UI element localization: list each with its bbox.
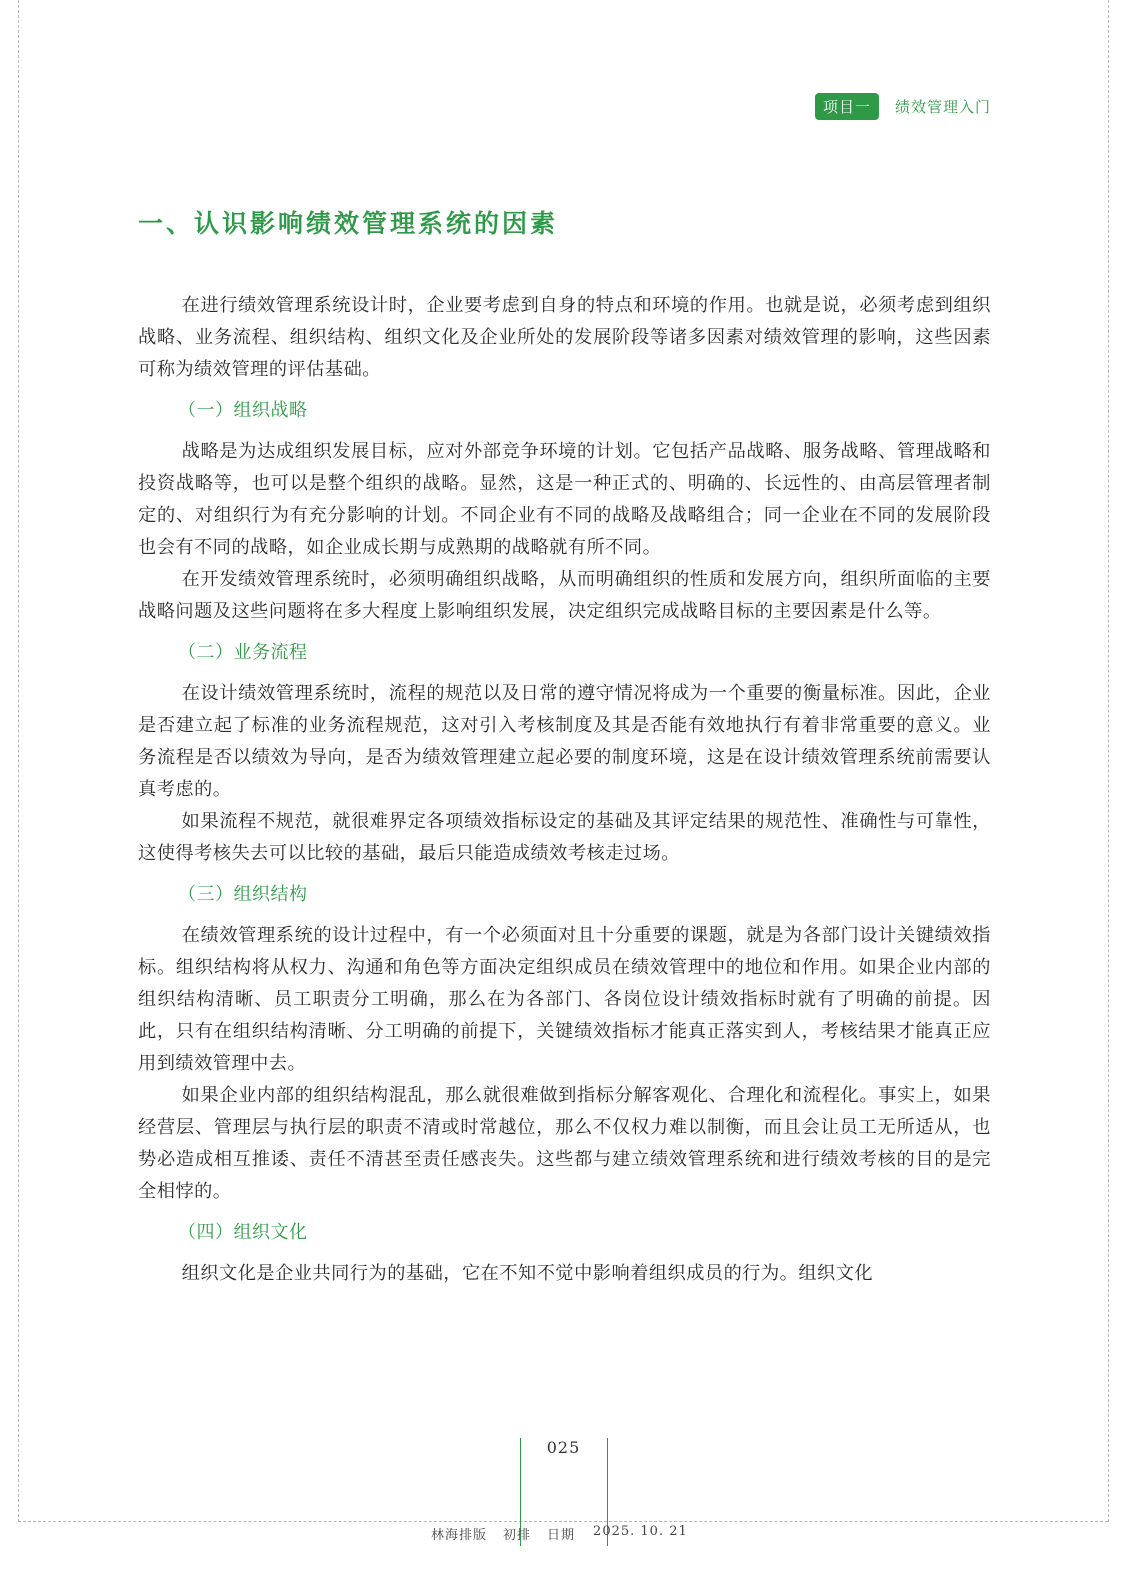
page-border-right	[1108, 0, 1109, 1522]
running-header	[815, 93, 991, 120]
print-footer	[431, 1524, 688, 1543]
paragraph: 在设计绩效管理系统时，流程的规范以及日常的遵守情况将成为一个重要的衡量标准。因此，企业是否建立起了标准的业务流程规范，这对引入考核制度及其是否能有效地执行有着非常重要的意义。业务流程是否以绩效为导向，是否为绩效管理建立起必要的制度环境，这是在设计绩效管理系统前需要认真考虑的。	[138, 683, 991, 800]
project-badge: 项目一	[815, 93, 879, 120]
page-number: 025	[546, 1438, 581, 1457]
footer-date: 2025. 10. 21	[593, 1524, 688, 1539]
body-text	[138, 290, 991, 1290]
paragraph: 在开发绩效管理系统时，必须明确组织战略，从而明确组织的性质和发展方向，组织所面临的主要战略问题及这些问题将在多大程度上影响组织发展，决定组织完成战略目标的主要因素是什么等。	[138, 569, 991, 622]
section-title: 一、认识影响绩效管理系统的因素	[138, 209, 559, 238]
subsection-heading-structure: （三）组织结构	[178, 884, 308, 905]
footer-date-label: 日期	[547, 1528, 576, 1543]
intro-paragraph: 在进行绩效管理系统设计时，企业要考虑到自身的特点和环境的作用。也就是说，必须考虑到组织战略、业务流程、组织结构、组织文化及企业所处的发展阶段等诸多因素对绩效管理的影响，这些因素可称为绩效管理的评估基础。	[138, 295, 991, 380]
paragraph: 战略是为达成组织发展目标，应对外部竞争环境的计划。它包括产品战略、服务战略、管理战略和投资战略等，也可以是整个组织的战略。显然，这是一种正式的、明确的、长远性的、由高层管理者制定的、对组织行为有充分影响的计划。不同企业有不同的战略及战略组合；同一企业在不同的发展阶段也会有不同的战略，如企业成长期与成熟期的战略就有所不同。	[138, 441, 991, 558]
subsection-heading-strategy: （一）组织战略	[178, 400, 308, 421]
subsection-heading-process: （二）业务流程	[178, 642, 308, 663]
project-title: 绩效管理入门	[894, 98, 991, 116]
paragraph: 组织文化是企业共同行为的基础，它在不知不觉中影响着组织成员的行为。组织文化	[181, 1263, 874, 1284]
subsection-heading-culture: （四）组织文化	[178, 1222, 308, 1243]
paragraph: 如果流程不规范，就很难界定各项绩效指标设定的基础及其评定结果的规范性、准确性与可靠性，这使得考核失去可以比较的基础，最后只能造成绩效考核走过场。	[138, 811, 991, 864]
footer-typesetter: 林海排版	[431, 1528, 488, 1543]
paragraph: 在绩效管理系统的设计过程中，有一个必须面对且十分重要的课题，就是为各部门设计关键绩效指标。组织结构将从权力、沟通和角色等方面决定组织成员在绩效管理中的地位和作用。如果企业内部的组织结构清晰、员工职责分工明确，那么在为各部门、各岗位设计绩效指标时就有了明确的前提。因此，只有在组织结构清晰、分工明确的前提下，关键绩效指标才能真正落实到人，考核结果才能真正应用到绩效管理中去。	[138, 925, 991, 1074]
footer-stage: 初排	[503, 1528, 532, 1543]
paragraph: 如果企业内部的组织结构混乱，那么就很难做到指标分解客观化、合理化和流程化。事实上，如果经营层、管理层与执行层的职责不清或时常越位，那么不仅权力难以制衡，而且会让员工无所适从，也势必造成相互推诿、责任不清甚至责任感丧失。这些都与建立绩效管理系统和进行绩效考核的目的是完全相悖的。	[138, 1085, 991, 1202]
page-border-left	[18, 0, 19, 1522]
page-border-bottom	[18, 1521, 1108, 1522]
